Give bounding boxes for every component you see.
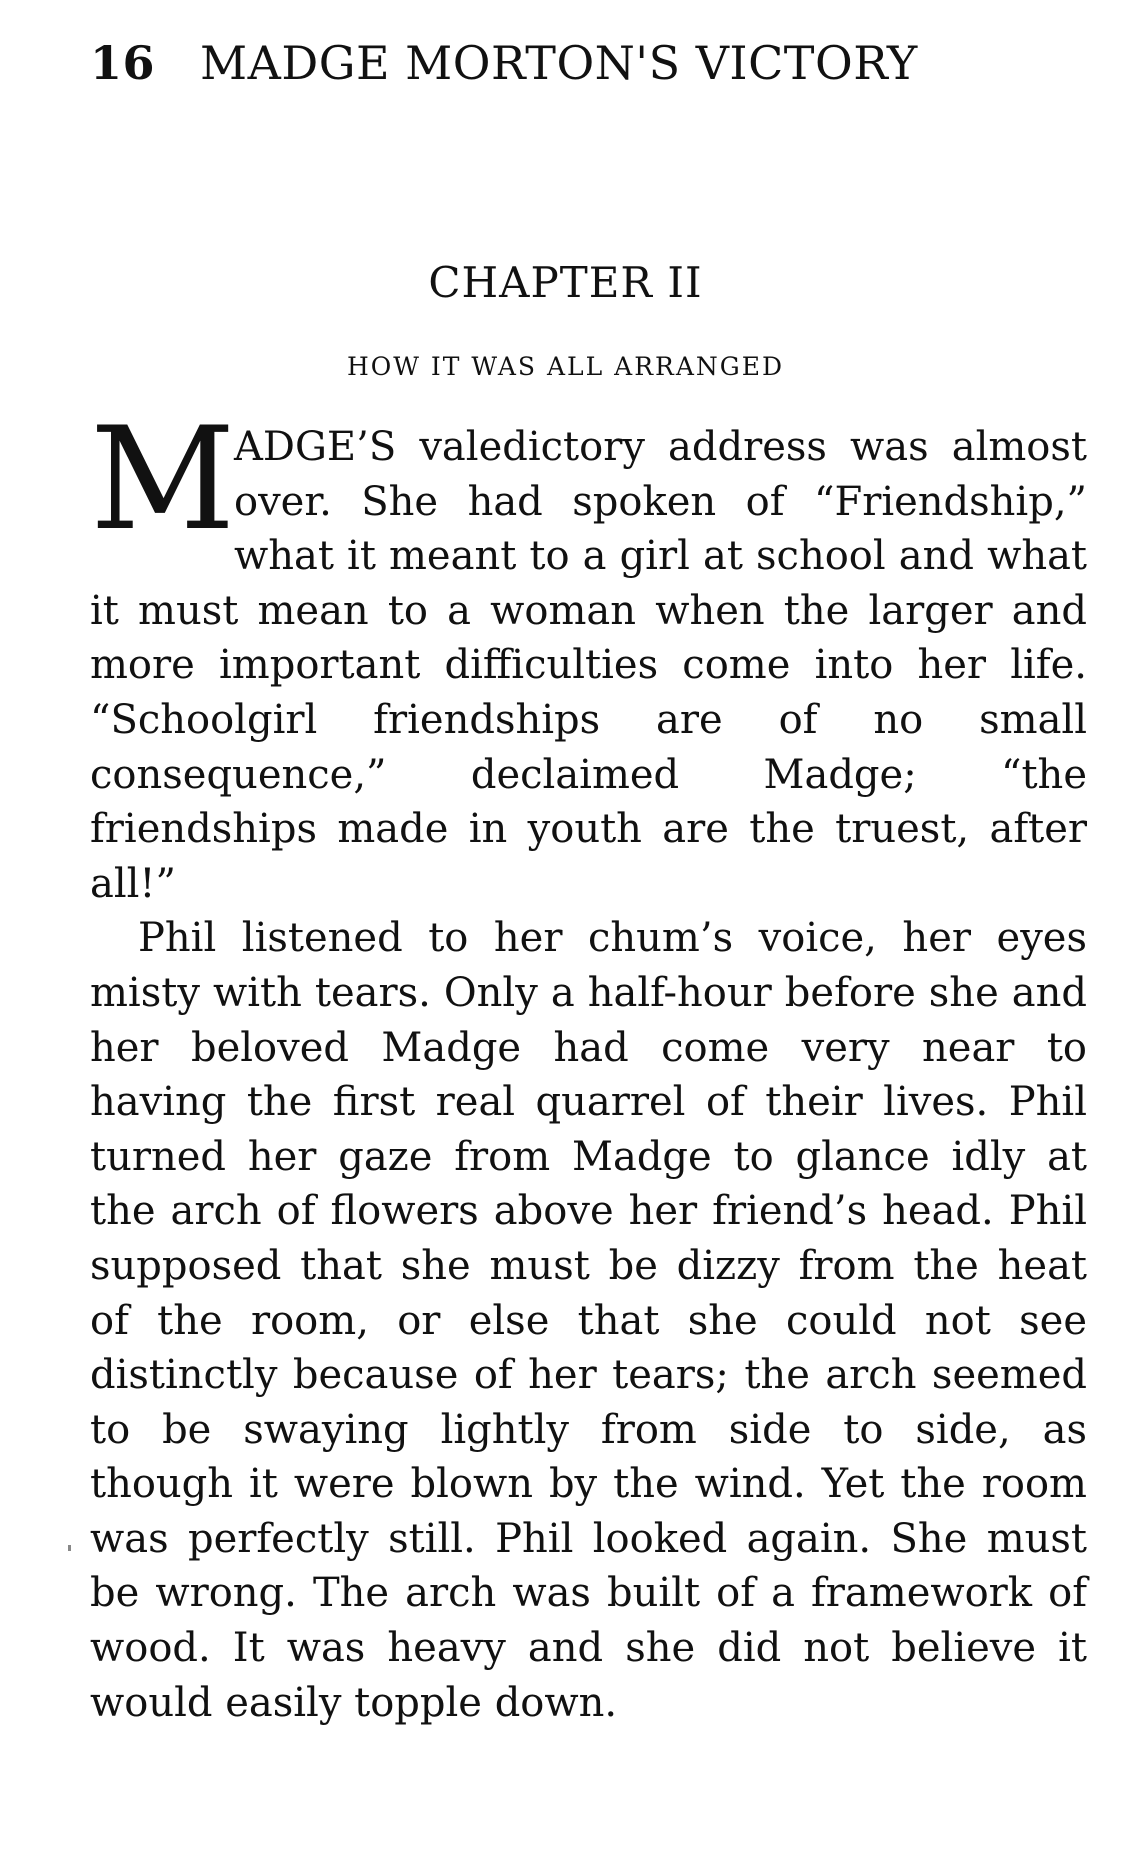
ink-speck (68, 1545, 71, 1551)
paragraph-1 (90, 397, 1087, 911)
paragraph-2: Phil listened to her chum’s voice, her eyes misty with tears. Only a half-hour before she and her beloved Madge had come very near to having the first real quarrel of their lives. Phil turned her gaze from Madge to glance idly at the arch of flowers above her friend’s head. Phil supposed that she must be dizzy from the heat of the room, or else that she could not see distinctly because of her tears; the arch seemed to be swaying lightly from side to side, as though it were blown by the wind. Yet the room was perfectly still. Phil looked again. She must be wrong. The arch was built of a framework of wood. It was heavy and she did not believe it would easily topple down. (90, 915, 1087, 1726)
running-title: MADGE MORTON'S VICTORY (200, 36, 918, 90)
page-number: 16 (90, 36, 156, 90)
drop-cap: M (90, 397, 236, 562)
chapter-number: CHAPTER II (428, 258, 703, 307)
running-head (90, 38, 1090, 88)
paragraph-1-text: ADGE’S valedictory address was almost over. She had spoken of “Friendship,” what it meant to a girl at school and what it must mean to a woman when the larger and more important difficulties come into her life. “Schoolgirl friendships are of no small consequence,” declaimed Madge; “the friendships made in youth are the truest, after all!” (90, 424, 1087, 907)
chapter-title: HOW IT WAS ALL ARRANGED (346, 352, 785, 381)
body-text (90, 397, 1087, 1730)
